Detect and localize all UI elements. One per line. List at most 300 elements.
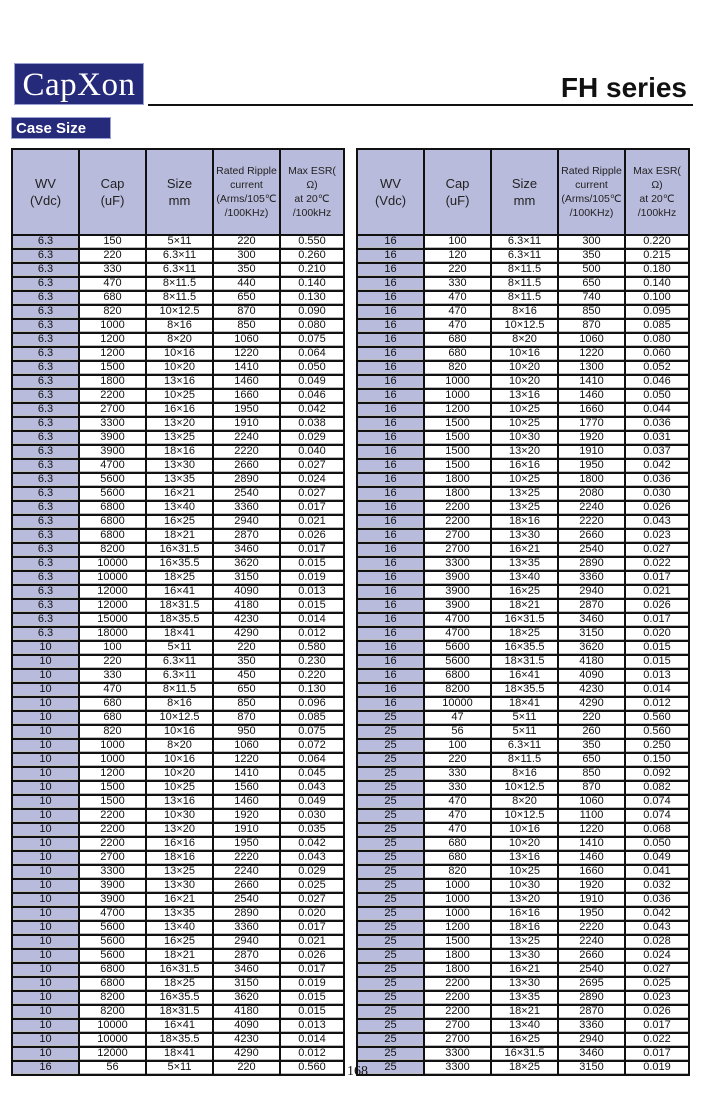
- size-cell: 8×20: [492, 796, 557, 808]
- cap-cell: 330: [80, 264, 145, 276]
- size-cell: 13×16: [147, 376, 212, 388]
- size-cell: 13×20: [492, 894, 557, 906]
- wv-cell: 6.3: [13, 614, 78, 626]
- wv-cell: 10: [13, 712, 78, 724]
- ripple-cell: 4090: [559, 670, 624, 682]
- wv-cell: 16: [358, 474, 423, 486]
- size-cell: 8×11.5: [147, 278, 212, 290]
- table-row: [358, 824, 688, 836]
- size-cell: 18×16: [492, 516, 557, 528]
- wv-cell: 10: [13, 768, 78, 780]
- cap-cell: 330: [425, 768, 490, 780]
- esr-cell: 0.021: [281, 516, 343, 528]
- ripple-cell: 300: [559, 236, 624, 248]
- table-row: [13, 1034, 343, 1046]
- ripple-cell: 1100: [559, 810, 624, 822]
- wv-cell: 6.3: [13, 586, 78, 598]
- ripple-cell: 1950: [214, 404, 279, 416]
- table-row: [13, 530, 343, 542]
- table-row: [13, 488, 343, 500]
- wv-cell: 6.3: [13, 390, 78, 402]
- ripple-cell: 2695: [559, 978, 624, 990]
- ripple-cell: 3460: [559, 1048, 624, 1060]
- cap-cell: 5600: [80, 488, 145, 500]
- wv-cell: 25: [358, 852, 423, 864]
- ripple-cell: 2870: [559, 1006, 624, 1018]
- esr-cell: 0.013: [281, 586, 343, 598]
- esr-cell: 0.050: [626, 838, 688, 850]
- table-row: [13, 656, 343, 668]
- wv-cell: 10: [13, 698, 78, 710]
- esr-cell: 0.027: [281, 894, 343, 906]
- wv-cell: 16: [358, 558, 423, 570]
- cap-cell: 47: [425, 712, 490, 724]
- table-row: [358, 516, 688, 528]
- ripple-cell: 1770: [559, 418, 624, 430]
- size-cell: 16×31.5: [147, 544, 212, 556]
- esr-cell: 0.026: [281, 530, 343, 542]
- size-cell: 16×41: [147, 586, 212, 598]
- esr-cell: 0.043: [281, 782, 343, 794]
- wv-cell: 16: [358, 516, 423, 528]
- size-cell: 10×30: [147, 810, 212, 822]
- size-cell: 16×41: [492, 670, 557, 682]
- esr-cell: 0.015: [281, 1006, 343, 1018]
- size-cell: 8×16: [147, 320, 212, 332]
- esr-cell: 0.024: [281, 474, 343, 486]
- table-row: [358, 600, 688, 612]
- size-cell: 16×16: [492, 460, 557, 472]
- table-row: [358, 586, 688, 598]
- col-wv: WV (Vdc): [358, 150, 423, 234]
- cap-cell: 6800: [80, 530, 145, 542]
- wv-cell: 25: [358, 1006, 423, 1018]
- size-cell: 13×30: [147, 460, 212, 472]
- wv-cell: 6.3: [13, 264, 78, 276]
- ripple-cell: 3360: [559, 572, 624, 584]
- esr-cell: 0.075: [281, 726, 343, 738]
- wv-cell: 16: [358, 362, 423, 374]
- esr-cell: 0.042: [281, 838, 343, 850]
- table-row: [13, 446, 343, 458]
- table-row: [13, 670, 343, 682]
- esr-cell: 0.075: [281, 334, 343, 346]
- cap-cell: 4700: [80, 460, 145, 472]
- wv-cell: 6.3: [13, 278, 78, 290]
- cap-cell: 10000: [80, 1034, 145, 1046]
- size-cell: 10×20: [147, 362, 212, 374]
- table-row: [358, 1006, 688, 1018]
- size-cell: 18×21: [492, 1006, 557, 1018]
- size-cell: 13×40: [492, 572, 557, 584]
- wv-cell: 10: [13, 796, 78, 808]
- size-cell: 13×25: [147, 866, 212, 878]
- col-ripple: Rated Ripple current (Arms/105℃ /100KHz): [559, 150, 624, 234]
- table-row: [358, 894, 688, 906]
- size-cell: 10×25: [147, 782, 212, 794]
- esr-cell: 0.049: [281, 376, 343, 388]
- table-row: [13, 544, 343, 556]
- ripple-cell: 850: [214, 320, 279, 332]
- table-row: [13, 684, 343, 696]
- cap-cell: 3300: [425, 1048, 490, 1060]
- ripple-cell: 440: [214, 278, 279, 290]
- wv-cell: 16: [358, 236, 423, 248]
- table-row: [13, 894, 343, 906]
- esr-cell: 0.020: [281, 908, 343, 920]
- wv-cell: 10: [13, 908, 78, 920]
- col-esr: Max ESR( Ω) at 20℃ /100kHz: [626, 150, 688, 234]
- wv-cell: 16: [358, 572, 423, 584]
- cap-cell: 56: [425, 726, 490, 738]
- size-cell: 16×31.5: [492, 614, 557, 626]
- ripple-cell: 220: [214, 642, 279, 654]
- wv-cell: 25: [358, 866, 423, 878]
- ripple-cell: 1560: [214, 782, 279, 794]
- ripple-cell: 1910: [214, 418, 279, 430]
- ripple-cell: 650: [214, 292, 279, 304]
- wv-cell: 10: [13, 1048, 78, 1060]
- wv-cell: 16: [358, 376, 423, 388]
- wv-cell: 10: [13, 894, 78, 906]
- esr-cell: 0.017: [626, 1048, 688, 1060]
- ripple-cell: 1920: [559, 880, 624, 892]
- wv-cell: 10: [13, 922, 78, 934]
- cap-cell: 1500: [425, 418, 490, 430]
- esr-cell: 0.015: [281, 992, 343, 1004]
- size-cell: 10×25: [492, 404, 557, 416]
- size-cell: 8×16: [492, 306, 557, 318]
- cap-cell: 1800: [425, 474, 490, 486]
- section-label: Case Size: [11, 117, 111, 139]
- cap-cell: 2200: [425, 978, 490, 990]
- esr-cell: 0.014: [281, 614, 343, 626]
- cap-cell: 1800: [425, 964, 490, 976]
- table-row: [13, 1020, 343, 1032]
- cap-cell: 1200: [80, 768, 145, 780]
- size-cell: 5×11: [492, 726, 557, 738]
- esr-cell: 0.029: [281, 866, 343, 878]
- table-row: [358, 642, 688, 654]
- ripple-cell: 1060: [214, 334, 279, 346]
- wv-cell: 16: [358, 488, 423, 500]
- ripple-cell: 1410: [559, 376, 624, 388]
- esr-cell: 0.064: [281, 348, 343, 360]
- esr-cell: 0.072: [281, 740, 343, 752]
- ripple-cell: 2890: [214, 474, 279, 486]
- size-cell: 16×21: [147, 894, 212, 906]
- esr-cell: 0.024: [626, 950, 688, 962]
- size-cell: 18×35.5: [147, 614, 212, 626]
- cap-cell: 1500: [80, 362, 145, 374]
- size-cell: 18×21: [492, 600, 557, 612]
- cap-cell: 8200: [80, 544, 145, 556]
- cap-cell: 470: [425, 810, 490, 822]
- ripple-cell: 2220: [214, 446, 279, 458]
- size-cell: 16×35.5: [492, 642, 557, 654]
- wv-cell: 10: [13, 838, 78, 850]
- cap-cell: 150: [80, 236, 145, 248]
- size-cell: 10×20: [492, 362, 557, 374]
- table-row: [358, 698, 688, 710]
- cap-cell: 6800: [80, 978, 145, 990]
- wv-cell: 25: [358, 838, 423, 850]
- size-cell: 6.3×11: [147, 656, 212, 668]
- ripple-cell: 2540: [214, 488, 279, 500]
- esr-cell: 0.085: [626, 320, 688, 332]
- ripple-cell: 1460: [559, 390, 624, 402]
- esr-cell: 0.040: [281, 446, 343, 458]
- size-cell: 10×12.5: [492, 810, 557, 822]
- ripple-cell: 870: [214, 712, 279, 724]
- wv-cell: 25: [358, 1048, 423, 1060]
- cap-cell: 4700: [425, 614, 490, 626]
- wv-cell: 16: [358, 460, 423, 472]
- wv-cell: 10: [13, 1006, 78, 1018]
- esr-cell: 0.015: [626, 656, 688, 668]
- ripple-cell: 4180: [559, 656, 624, 668]
- ripple-cell: 2890: [559, 558, 624, 570]
- size-cell: 10×12.5: [147, 712, 212, 724]
- cap-cell: 2200: [425, 1006, 490, 1018]
- wv-cell: 16: [358, 278, 423, 290]
- wv-cell: 10: [13, 992, 78, 1004]
- table-row: [358, 250, 688, 262]
- ripple-cell: 1800: [559, 474, 624, 486]
- wv-cell: 10: [13, 642, 78, 654]
- wv-cell: 10: [13, 810, 78, 822]
- esr-cell: 0.013: [626, 670, 688, 682]
- size-cell: 13×25: [492, 936, 557, 948]
- wv-cell: 10: [13, 964, 78, 976]
- size-cell: 18×25: [147, 572, 212, 584]
- esr-cell: 0.038: [281, 418, 343, 430]
- cap-cell: 470: [80, 684, 145, 696]
- wv-cell: 6.3: [13, 572, 78, 584]
- cap-cell: 680: [425, 852, 490, 864]
- esr-cell: 0.028: [626, 936, 688, 948]
- cap-cell: 470: [425, 796, 490, 808]
- size-cell: 13×40: [492, 1020, 557, 1032]
- table-row: [13, 950, 343, 962]
- wv-cell: 16: [358, 432, 423, 444]
- esr-cell: 0.560: [626, 712, 688, 724]
- ripple-cell: 2940: [214, 936, 279, 948]
- esr-cell: 0.020: [626, 628, 688, 640]
- table-row: [358, 530, 688, 542]
- esr-cell: 0.017: [281, 964, 343, 976]
- cap-cell: 3300: [425, 558, 490, 570]
- size-cell: 10×16: [147, 348, 212, 360]
- cap-cell: 1800: [425, 950, 490, 962]
- table-row: [358, 768, 688, 780]
- ripple-cell: 2660: [559, 530, 624, 542]
- page-number: 168: [347, 1064, 368, 1079]
- wv-cell: 16: [358, 292, 423, 304]
- size-cell: 10×20: [147, 768, 212, 780]
- esr-cell: 0.560: [281, 1062, 343, 1074]
- ripple-cell: 2660: [559, 950, 624, 962]
- size-cell: 8×11.5: [492, 278, 557, 290]
- cap-cell: 5600: [425, 642, 490, 654]
- cap-cell: 15000: [80, 614, 145, 626]
- cap-cell: 820: [80, 306, 145, 318]
- table-row: [358, 362, 688, 374]
- ripple-cell: 1950: [214, 838, 279, 850]
- ripple-cell: 3360: [214, 922, 279, 934]
- cap-cell: 1200: [425, 922, 490, 934]
- table-row: [358, 320, 688, 332]
- cap-cell: 56: [80, 1062, 145, 1074]
- ripple-cell: 4180: [214, 1006, 279, 1018]
- wv-cell: 6.3: [13, 362, 78, 374]
- ripple-cell: 4230: [214, 1034, 279, 1046]
- esr-cell: 0.100: [626, 292, 688, 304]
- cap-cell: 3900: [425, 572, 490, 584]
- esr-cell: 0.026: [626, 502, 688, 514]
- wv-cell: 16: [358, 418, 423, 430]
- table-row: [13, 376, 343, 388]
- wv-cell: 6.3: [13, 474, 78, 486]
- wv-cell: 25: [358, 992, 423, 1004]
- table-row: [358, 950, 688, 962]
- cap-cell: 2200: [425, 516, 490, 528]
- ripple-cell: 1460: [214, 796, 279, 808]
- esr-cell: 0.080: [281, 320, 343, 332]
- ripple-cell: 2890: [214, 908, 279, 920]
- size-cell: 8×11.5: [492, 264, 557, 276]
- cap-cell: 4700: [425, 628, 490, 640]
- wv-cell: 6.3: [13, 236, 78, 248]
- cap-cell: 6800: [80, 964, 145, 976]
- table-row: [358, 236, 688, 248]
- capxon-logo: CapXon: [14, 63, 144, 105]
- esr-cell: 0.210: [281, 264, 343, 276]
- esr-cell: 0.017: [626, 614, 688, 626]
- table-row: [358, 292, 688, 304]
- wv-cell: 6.3: [13, 544, 78, 556]
- size-cell: 6.3×11: [147, 264, 212, 276]
- esr-cell: 0.026: [281, 950, 343, 962]
- cap-cell: 2200: [425, 502, 490, 514]
- size-cell: 10×16: [492, 824, 557, 836]
- ripple-cell: 3360: [559, 1020, 624, 1032]
- size-cell: 16×25: [147, 516, 212, 528]
- table-row: [13, 978, 343, 990]
- esr-cell: 0.180: [626, 264, 688, 276]
- size-cell: 16×25: [492, 586, 557, 598]
- wv-cell: 16: [358, 698, 423, 710]
- size-cell: 18×31.5: [147, 1006, 212, 1018]
- ripple-cell: 2660: [214, 880, 279, 892]
- wv-cell: 6.3: [13, 348, 78, 360]
- cap-cell: 2200: [80, 824, 145, 836]
- esr-cell: 0.042: [626, 460, 688, 472]
- table-row: [358, 838, 688, 850]
- wv-cell: 16: [358, 306, 423, 318]
- table-row: [358, 544, 688, 556]
- cap-cell: 3900: [425, 586, 490, 598]
- size-cell: 13×16: [147, 796, 212, 808]
- cap-cell: 470: [425, 320, 490, 332]
- wv-cell: 16: [358, 642, 423, 654]
- wv-cell: 6.3: [13, 432, 78, 444]
- cap-cell: 1000: [425, 894, 490, 906]
- cap-cell: 10000: [425, 698, 490, 710]
- size-cell: 16×21: [492, 964, 557, 976]
- esr-cell: 0.012: [281, 628, 343, 640]
- ripple-cell: 1300: [559, 362, 624, 374]
- ripple-cell: 1220: [214, 348, 279, 360]
- table-row: [358, 446, 688, 458]
- ripple-cell: 2080: [559, 488, 624, 500]
- size-cell: 16×31.5: [492, 1048, 557, 1060]
- size-cell: 13×40: [147, 502, 212, 514]
- size-cell: 10×25: [492, 474, 557, 486]
- size-cell: 8×11.5: [147, 684, 212, 696]
- spec-table-left: [11, 148, 345, 1076]
- table-row: [358, 1048, 688, 1060]
- table-row: [13, 712, 343, 724]
- size-cell: 8×11.5: [492, 292, 557, 304]
- wv-cell: 16: [358, 628, 423, 640]
- cap-cell: 2700: [425, 544, 490, 556]
- size-cell: 8×16: [147, 698, 212, 710]
- size-cell: 18×16: [492, 922, 557, 934]
- size-cell: 18×31.5: [492, 656, 557, 668]
- cap-cell: 1500: [425, 936, 490, 948]
- table-row: [13, 880, 343, 892]
- table-row: [13, 362, 343, 374]
- cap-cell: 330: [80, 670, 145, 682]
- cap-cell: 820: [80, 726, 145, 738]
- esr-cell: 0.050: [626, 390, 688, 402]
- cap-cell: 2700: [425, 530, 490, 542]
- table-row: [13, 838, 343, 850]
- esr-cell: 0.052: [626, 362, 688, 374]
- cap-cell: 2200: [80, 838, 145, 850]
- wv-cell: 25: [358, 782, 423, 794]
- size-cell: 10×16: [147, 754, 212, 766]
- cap-cell: 100: [425, 740, 490, 752]
- table-row: [358, 726, 688, 738]
- esr-cell: 0.036: [626, 418, 688, 430]
- table-row: [358, 306, 688, 318]
- wv-cell: 16: [358, 530, 423, 542]
- ripple-cell: 950: [214, 726, 279, 738]
- cap-cell: 470: [425, 292, 490, 304]
- wv-cell: 6.3: [13, 376, 78, 388]
- esr-cell: 0.029: [281, 432, 343, 444]
- cap-cell: 1500: [425, 446, 490, 458]
- ripple-cell: 3620: [559, 642, 624, 654]
- size-cell: 13×16: [492, 852, 557, 864]
- col-wv: WV (Vdc): [13, 150, 78, 234]
- esr-cell: 0.049: [626, 852, 688, 864]
- esr-cell: 0.019: [281, 978, 343, 990]
- esr-cell: 0.150: [626, 754, 688, 766]
- ripple-cell: 650: [559, 754, 624, 766]
- size-cell: 13×30: [147, 880, 212, 892]
- table-row: [13, 754, 343, 766]
- esr-cell: 0.026: [626, 1006, 688, 1018]
- cap-cell: 220: [425, 754, 490, 766]
- ripple-cell: 3460: [559, 614, 624, 626]
- wv-cell: 10: [13, 726, 78, 738]
- size-cell: 18×21: [147, 950, 212, 962]
- table-row: [13, 810, 343, 822]
- ripple-cell: 1920: [214, 810, 279, 822]
